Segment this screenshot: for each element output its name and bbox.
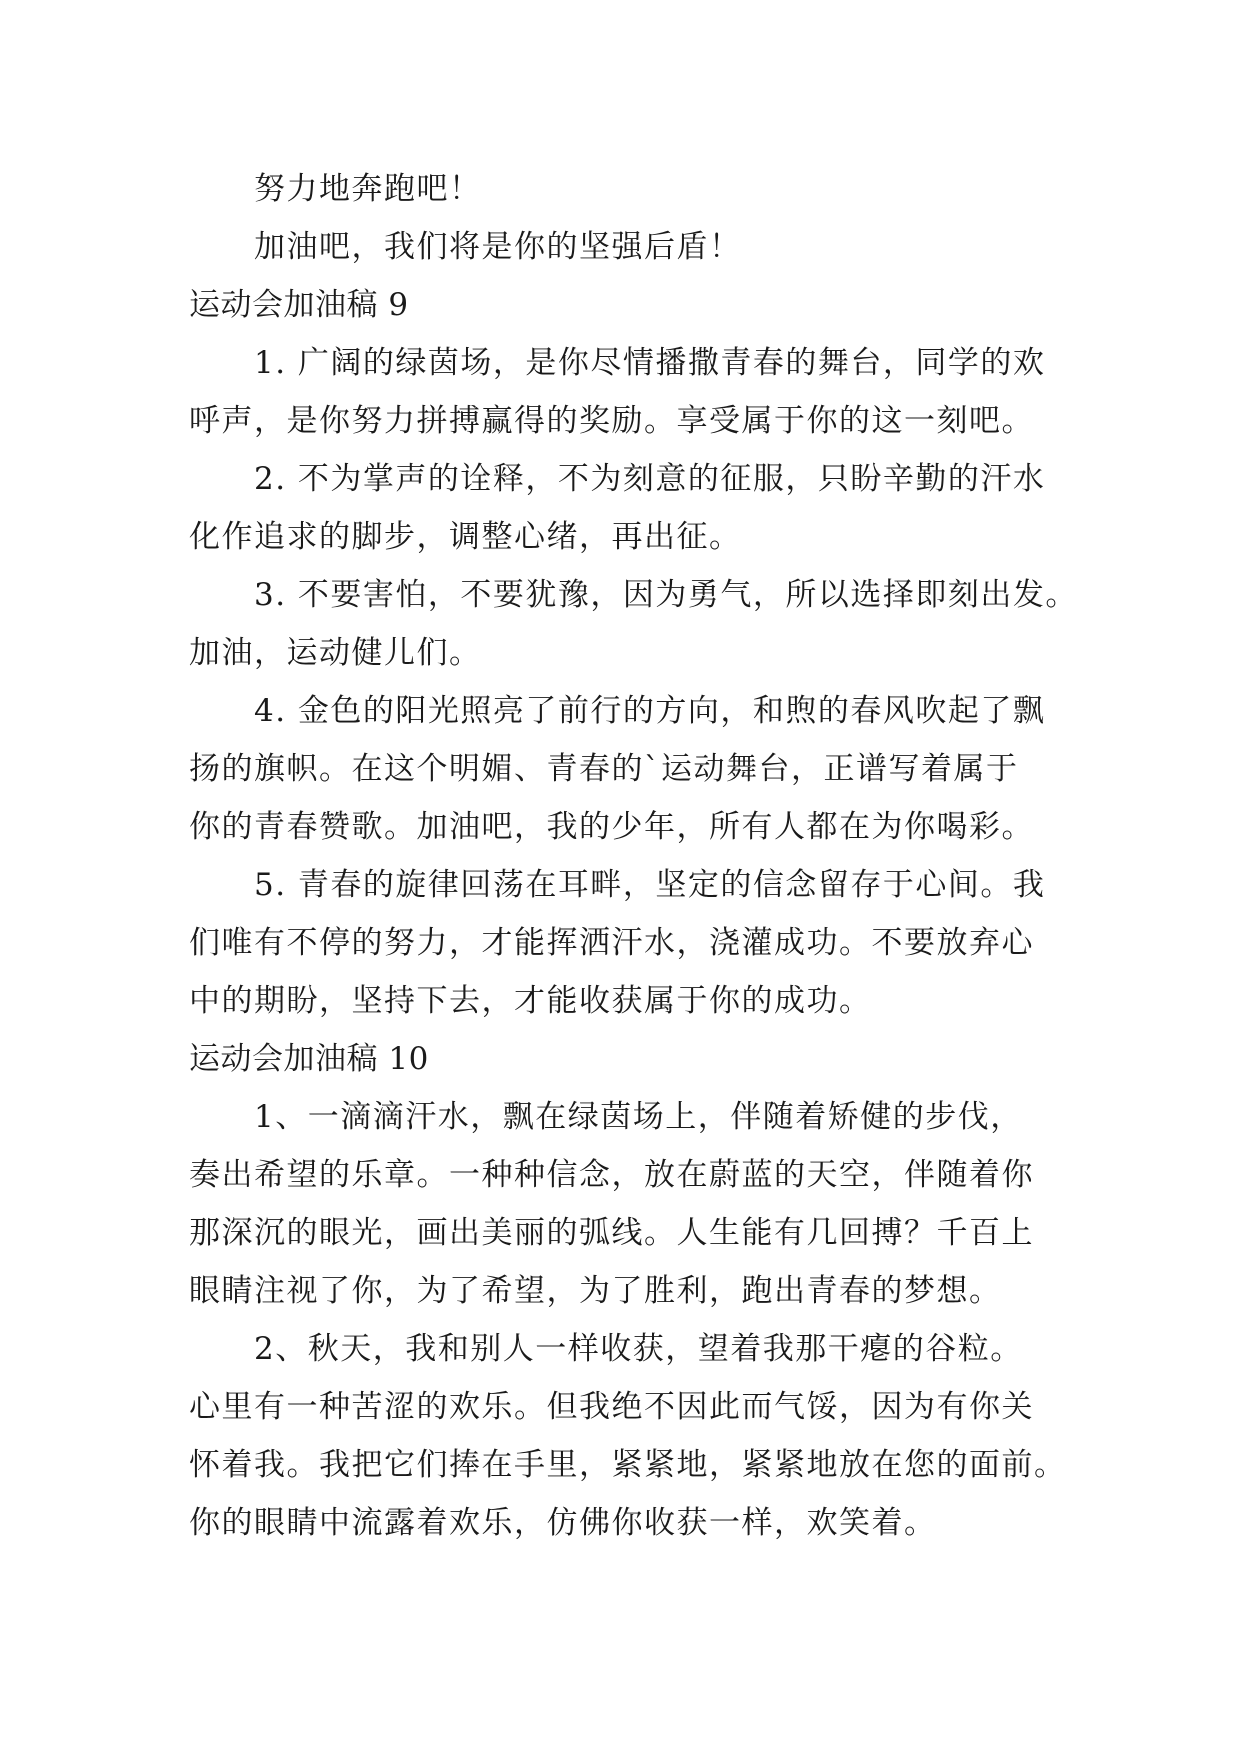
text-line: 那深沉的眼光，画出美丽的弧线。人生能有几回搏？千百上 — [189, 1215, 1034, 1251]
text-line: 心里有一种苦涩的欢乐。但我绝不因此而气馁，因为有你关 — [189, 1389, 1034, 1425]
text-line: 加油，运动健儿们。 — [189, 635, 482, 671]
text-line: 1、一滴滴汗水，飘在绿茵场上，伴随着矫健的步伐， — [254, 1099, 1023, 1135]
text-line: 们唯有不停的努力，才能挥洒汗水，浇灌成功。不要放弃心 — [189, 925, 1034, 961]
text-line: 加油吧，我们将是你的坚强后盾！ — [254, 229, 742, 265]
section-heading: 运动会加油稿 9 — [189, 287, 409, 323]
text-line: 你的眼睛中流露着欢乐，仿佛你收获一样，欢笑着。 — [189, 1505, 937, 1541]
text-line: 奏出希望的乐章。一种种信念，放在蔚蓝的天空，伴随着你 — [189, 1157, 1034, 1193]
text-line: 中的期盼，坚持下去，才能收获属于你的成功。 — [189, 983, 872, 1019]
text-line: 呼声，是你努力拼搏赢得的奖励。享受属于你的这一刻吧。 — [189, 403, 1034, 439]
text-line: 5. 青春的旋律回荡在耳畔，坚定的信念留存于心间。我 — [254, 867, 1046, 903]
text-line: 2. 不为掌声的诠释，不为刻意的征服，只盼辛勤的汗水 — [254, 461, 1046, 497]
text-line: 化作追求的脚步，调整心绪，再出征。 — [189, 519, 742, 555]
text-line: 眼睛注视了你，为了希望，为了胜利，跑出青春的梦想。 — [189, 1273, 1002, 1309]
text-line: 1. 广阔的绿茵场，是你尽情播撒青春的舞台，同学的欢 — [254, 345, 1046, 381]
text-line: 4. 金色的阳光照亮了前行的方向，和煦的春风吹起了飘 — [254, 693, 1046, 729]
text-line: 扬的旗帜。在这个明媚、青春的`运动舞台，正谱写着属于 — [189, 751, 1019, 787]
text-line: 3. 不要害怕，不要犹豫，因为勇气，所以选择即刻出发。 — [254, 577, 1078, 613]
document-body — [189, 160, 1078, 1552]
text-line: 怀着我。我把它们捧在手里，紧紧地，紧紧地放在您的面前。 — [189, 1447, 1067, 1483]
section-heading: 运动会加油稿 10 — [189, 1041, 429, 1077]
text-line: 2、秋天，我和别人一样收获，望着我那干瘪的谷粒。 — [254, 1331, 1023, 1367]
text-line: 努力地奔跑吧！ — [254, 171, 482, 207]
text-line: 你的青春赞歌。加油吧，我的少年，所有人都在为你喝彩。 — [189, 809, 1034, 845]
